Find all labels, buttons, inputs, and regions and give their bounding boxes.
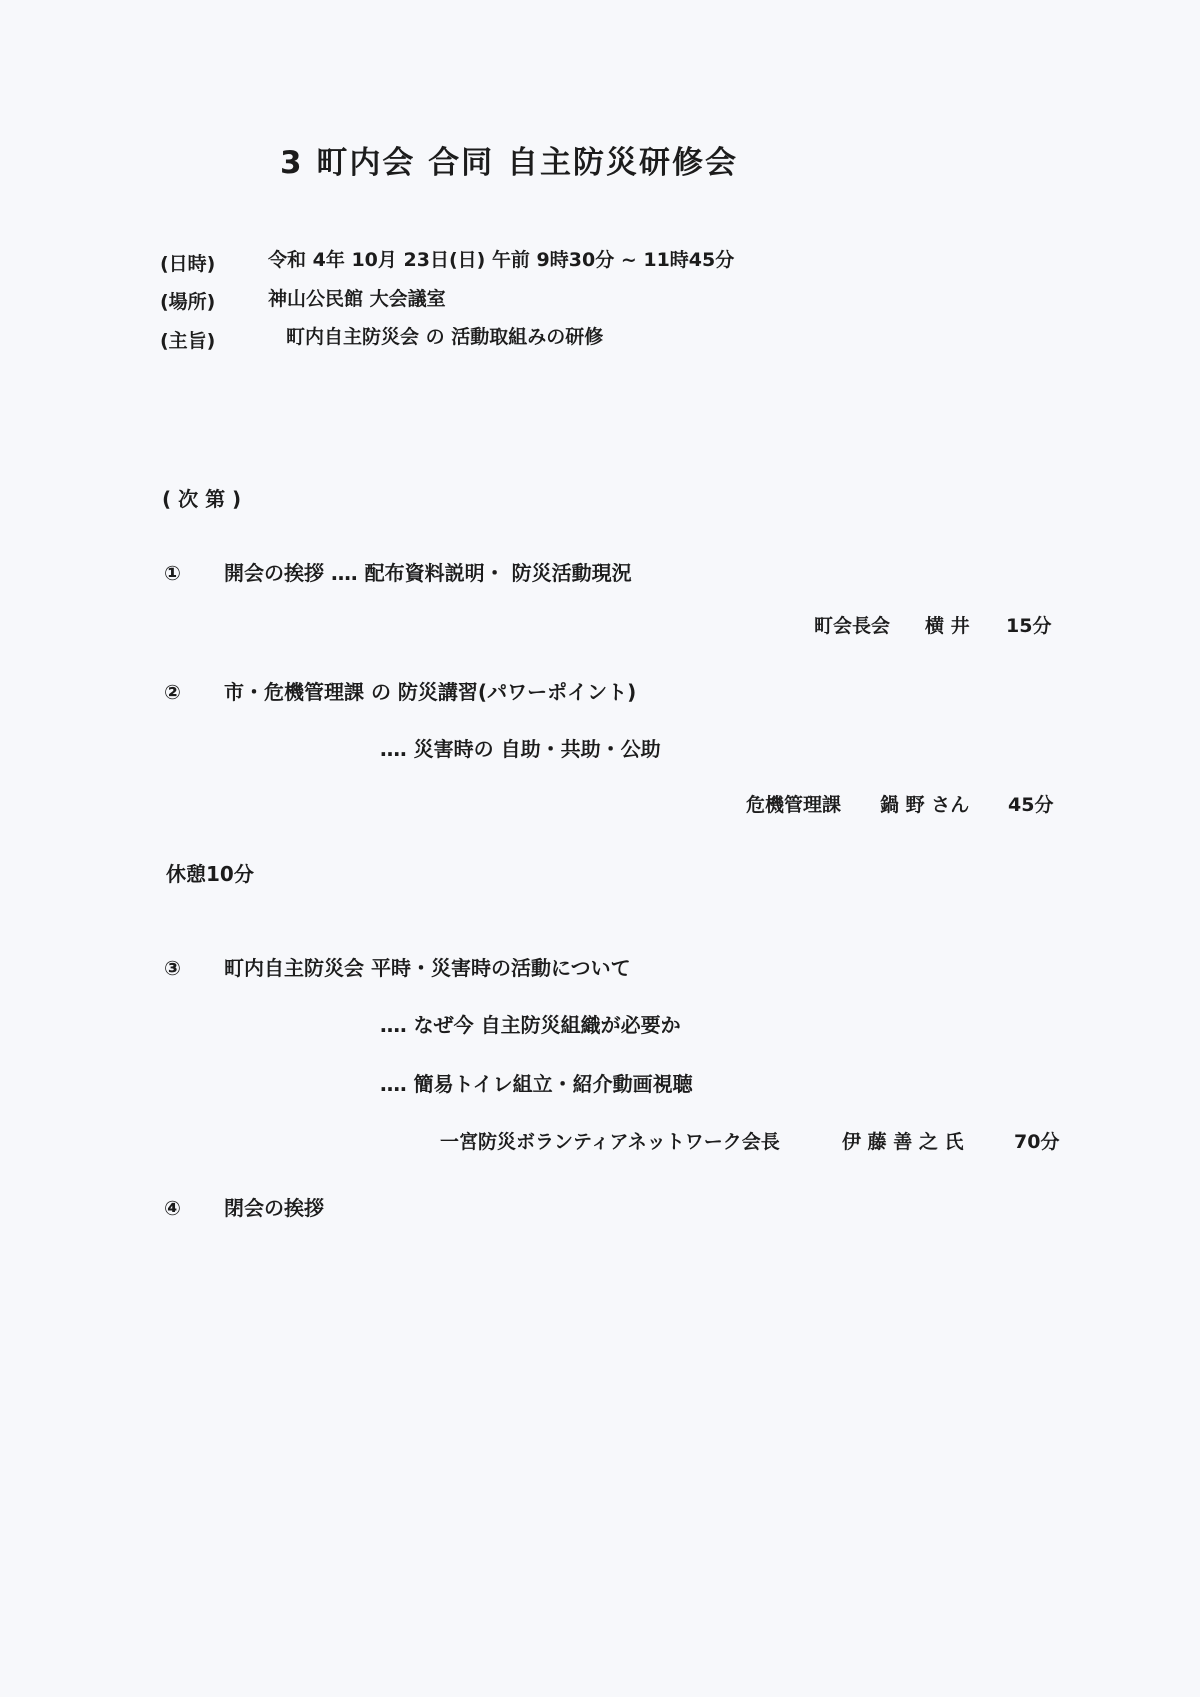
break-text: 休憩10分 (166, 862, 254, 886)
item-3-sub-1: ‥‥ なぜ今 自主防災組織が必要か (380, 1013, 681, 1037)
place-value: 神山公民館 大会議室 (268, 288, 446, 310)
item-1-number: ① (164, 561, 181, 585)
item-1-duration: 15分 (1006, 615, 1052, 637)
item-2-presenter: 危機管理課 (746, 794, 842, 816)
item-2-name: 鍋 野 さん (880, 794, 970, 816)
item-2-text: 市・危機管理課 の 防災講習(パワーポイント) (224, 680, 637, 704)
agenda-heading: ( 次 第 ) (162, 487, 242, 511)
item-3-duration: 70分 (1014, 1131, 1060, 1153)
place-label: (場所) (160, 291, 216, 313)
item-1-presenter: 町会長会 (814, 615, 891, 637)
item-2-sub: ‥‥ 災害時の 自助・共助・公助 (380, 737, 661, 761)
item-1-text: 開会の挨拶 ‥‥ 配布資料説明・ 防災活動現況 (224, 561, 632, 585)
date-value: 令和 4年 10月 23日(日) 午前 9時30分 ~ 11時45分 (268, 249, 735, 271)
item-2-number: ② (164, 680, 181, 704)
item-4-text: 閉会の挨拶 (224, 1196, 324, 1220)
item-3-presenter: 一宮防災ボランティアネットワーク会長 (440, 1131, 780, 1153)
purpose-label: (主旨) (160, 330, 216, 352)
item-1-name: 横 井 (925, 615, 970, 637)
item-2-duration: 45分 (1008, 794, 1054, 816)
item-3-number: ③ (164, 956, 181, 980)
item-3-text: 町内自主防災会 平時・災害時の活動について (224, 956, 631, 980)
document-title: 3 町内会 合同 自主防災研修会 (280, 145, 738, 181)
item-4-number: ④ (164, 1196, 181, 1220)
item-3-sub-2: ‥‥ 簡易トイレ組立・紹介動画視聴 (380, 1072, 693, 1096)
item-3-name: 伊 藤 善 之 氏 (842, 1131, 964, 1153)
purpose-value: 町内自主防災会 の 活動取組みの研修 (286, 326, 604, 348)
date-label: (日時) (160, 253, 216, 275)
